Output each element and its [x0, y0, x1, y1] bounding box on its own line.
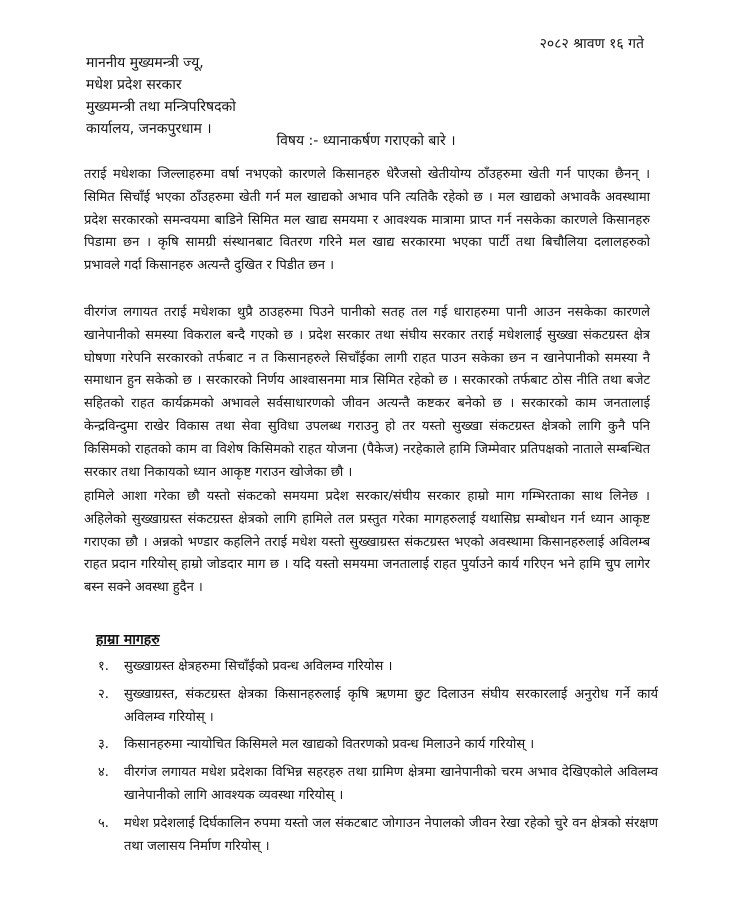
demand-number: १.: [98, 659, 109, 674]
demand-number: ३.: [98, 737, 109, 753]
demands-list: [98, 656, 658, 863]
demand-number: ४.: [98, 765, 109, 781]
body-paragraph-2: वीरगंज लगायत तराई मधेशका थुप्रै ठाउहरुमा पिउने पानीको सतह तल गई धाराहरुमा पानी आउन नसकेका कारणले खानेपानीको समस्या विकराल बन्दै गएको छ । प्रदेश सरकार तथा संघीय सरकार तराई मधेशलाई सुख्खा संकटग्रस्त क्षेत्र घोषणा गरेपनि सरकारको तर्फबाट न त किसानहरुले सिचाँईका लागी राहत पाउन सकेका छन न खानेपानीको समस्या नै समाधान हुन सकेको छ । सरकारको निर्णय आश्वासनमा मात्र सिमित रहेको छ । सरकारको तर्फबाट ठोस नीति तथा बजेट सहितको राहत कार्यक्रमको अभावले सर्वसाधारणको जीवन अत्यन्तै कष्टकर बनेको छ । सरकारको काम जनतालाई केन्द्रविन्दुमा राखेर विकास तथा सेवा सुविधा उपलब्ध गराउनु हो तर यस्तो सुख्खा संकटग्रस्त क्षेत्रको लागि कुनै पनि किसिमको राहतको काम वा विशेष किसिमको राहत योजना (पैकेज) नरहेकाले हामि जिम्मेवार प्रतिपक्षको नाताले सम्बन्धित सरकार तथा निकायको ध्यान आकृष्ट गराउन खोजेका छौ ।: [84, 305, 650, 480]
demand-text: वीरगंज लगायत मधेश प्रदेशका विभिन्न सहरहरु तथा ग्रामिण क्षेत्रमा खानेपानीको चरम अभाव देखिएकोले अविलम्व खानेपानीको लागि आवश्यक व्यवस्था गरियोस् ।: [124, 765, 658, 803]
demand-text: सुख्खाग्रस्त, संकटग्रस्त क्षेत्रका किसानहरुलाई कृषि ऋणमा छुट दिलाउन संघीय सरकारलाई अनुरोध गर्ने कार्य अविलम्व गरियोस् ।: [124, 686, 658, 725]
demand-text: मधेश प्रदेशलाई दिर्घकालिन रुपमा यस्तो जल संकटबाट जोगाउन नेपालको जीवन रेखा रहेको चुरे वन क्षेत्रको संरक्षण तथा जलासय निर्माण गरियोस् ।: [124, 815, 658, 854]
subject-line: विषय :- ध्यानाकर्षण गराएको बारे ।: [276, 133, 456, 149]
demand-number: २.: [98, 686, 109, 702]
demands-heading: हाम्रा मागहरु: [96, 632, 160, 648]
demand-text: सुख्खाग्रस्त क्षेत्रहरुमा सिचाँईको प्रवन्ध अविलम्व गरियोस ।: [124, 659, 393, 674]
addressee-line: कार्यालय, जनकपुरधाम ।: [86, 121, 212, 137]
demand-item: [98, 762, 658, 808]
demand-item: [98, 656, 658, 679]
demand-number: ५.: [98, 815, 109, 831]
addressee-line: मधेश प्रदेश सरकार: [86, 77, 182, 93]
addressee-line: माननीय मुख्यमन्त्री ज्यू,: [86, 55, 204, 71]
addressee-block: [86, 52, 236, 140]
body-paragraph-3: हामिले आशा गरेका छौ यस्तो संकटको समयमा प्रदेश सरकार/संघीय सरकार हाम्रो माग गम्भिरताका साथ लिनेछ । अहिलेको सुख्खाग्रस्त संकटग्रस्त क्षेत्रको लागि हामिले तल प्रस्तुत गरेका मागहरुलाई यथासिघ्र सम्बोधन गर्न ध्यान आकृष्ट गराएका छौ । अन्नको भण्डार कहलिने तराई मधेश यस्तो सुख्खाग्रस्त संकटग्रस्त भएको अवस्थामा किसानहरुलाई अविलम्ब राहत प्रदान गरियोस् हाम्रो जोडदार माग छ । यदि यस्तो समयमा जनतालाई राहत पुर्याउने कार्य गरिएन भने हामि चुप लागेर बस्न सक्ने अवस्था हुदैन ।: [84, 489, 650, 596]
addressee-line: मुख्यमन्त्री तथा मन्त्रिपरिषदको: [86, 99, 236, 115]
demand-item: [98, 813, 658, 859]
body-paragraph-1: तराई मधेशका जिल्लाहरुमा वर्षा नभएको कारणले किसानहरु धेरैजसो खेतीयोग्य ठाँउहरुमा खेती गर्न पाएका छैनन् । सिमित सिचाँई भएका ठाँउहरुमा खेती गर्न मल खाद्यको अभाव पनि त्यतिकै रहेको छ । मल खाद्यको अभावकै अवस्थामा प्रदेश सरकारको समन्वयमा बाडिने सिमित मल खाद्य समयमा र आवश्यक मात्रामा प्राप्त गर्न नसकेका कारणले किसानहरु पिडामा छन । कृषि सामग्री संस्थानबाट वितरण गरिने मल खाद्य सरकारमा भएका पार्टी तथा बिचौलिया दलालहरुको प्रभावले गर्दा किसानहरु अत्यन्तै दुखित र पिडीत छन ।: [84, 167, 650, 274]
demand-item: [98, 684, 658, 730]
letter-date: २०८२ श्रावण १६ गते: [539, 36, 644, 52]
demand-item: [98, 734, 658, 757]
demand-text: किसानहरुमा न्यायोचित किसिमले मल खाद्यको वितरणको प्रवन्ध मिलाउने कार्य गरियोस् ।: [124, 737, 535, 753]
